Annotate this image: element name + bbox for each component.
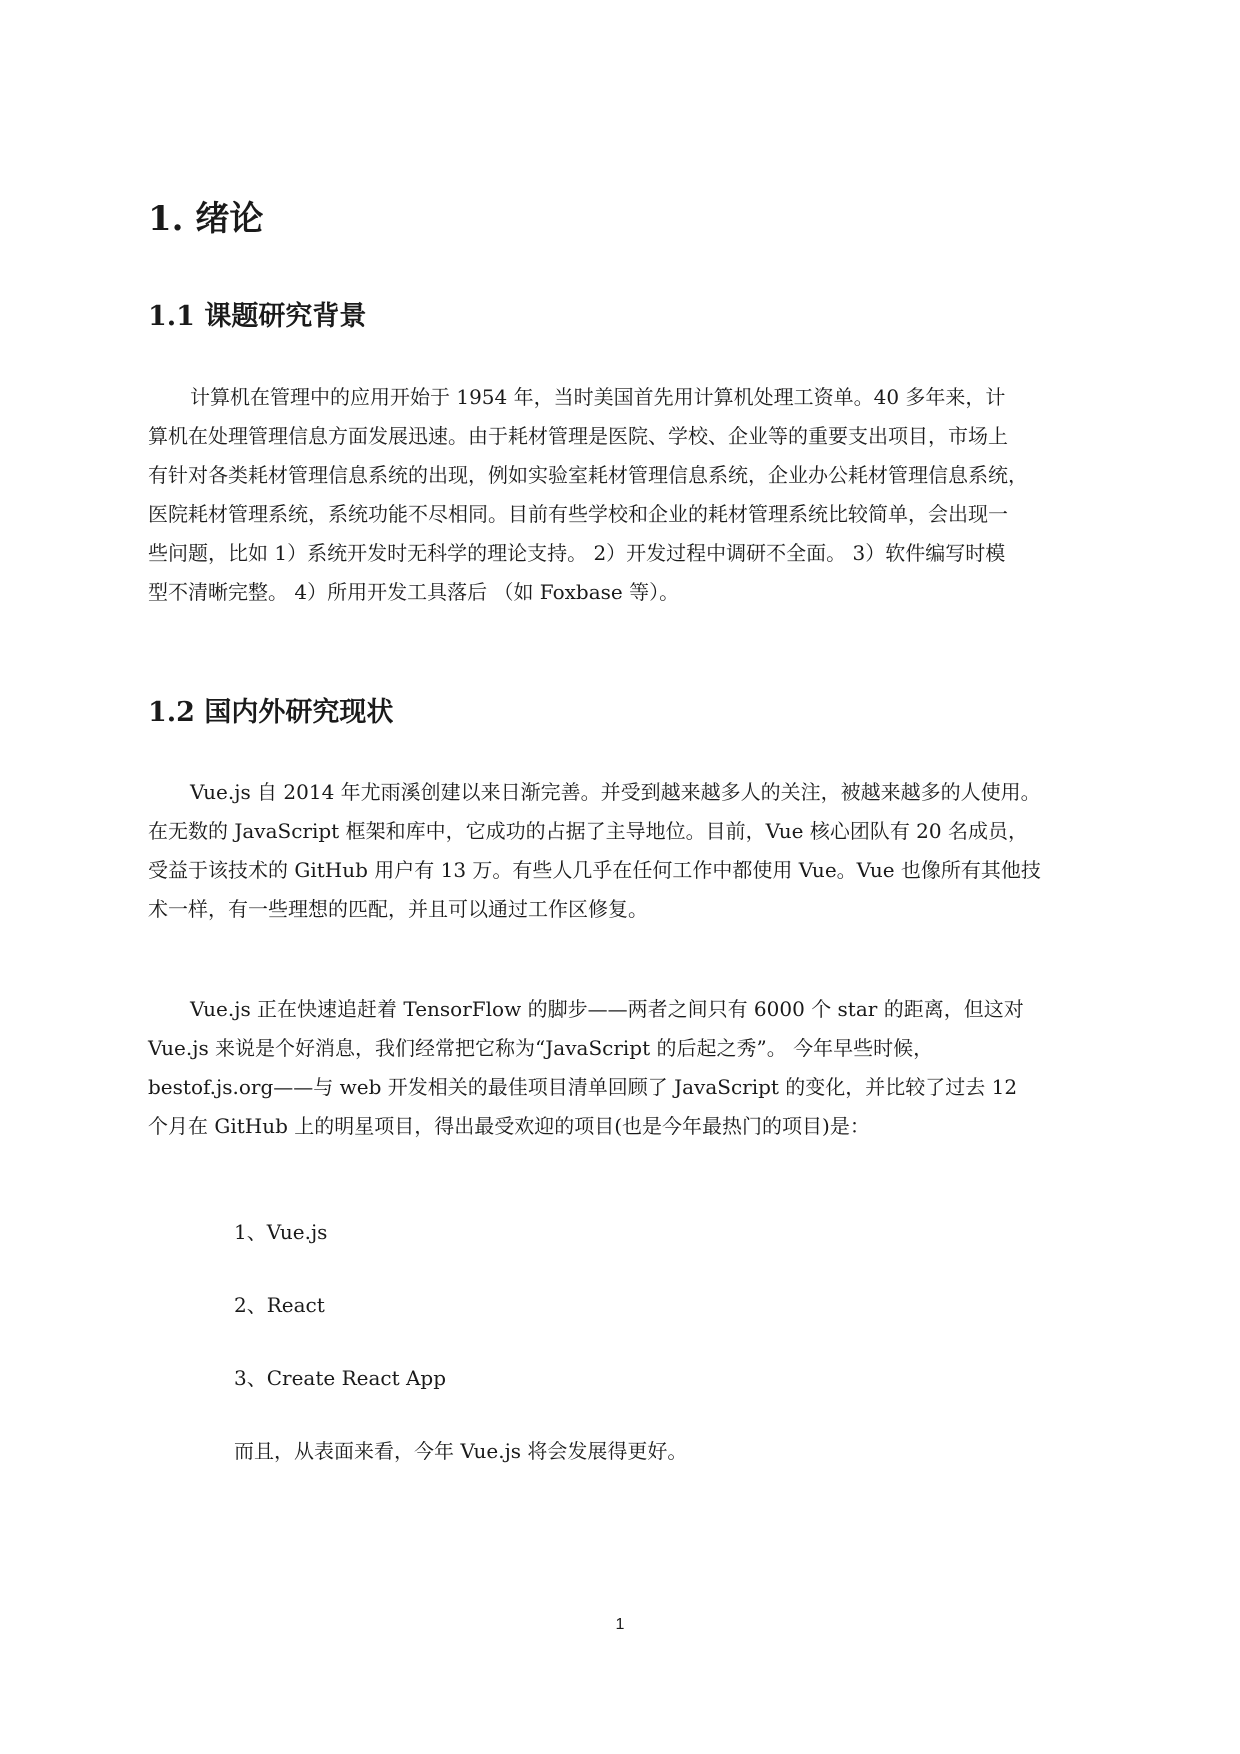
chapter-title: 1. 绪论 — [148, 199, 264, 239]
section-1-1-title: 1.1 课题研究背景 — [148, 301, 367, 332]
paragraph-line: 受益于该技术的 GitHub 用户有 13 万。有些人几乎在任何工作中都使用 Vue。Vue 也像所有其他技 — [148, 858, 1041, 882]
section-1-1-paragraph — [148, 378, 1098, 612]
paragraph-line: Vue.js 来说是个好消息，我们经常把它称为“JavaScript 的后起之秀”。 今年早些时候， — [148, 1036, 934, 1060]
paragraph-line: Vue.js 自 2014 年尤雨溪创建以来日渐完善。并受到越来越多人的关注，被越来越多的人使用。 — [190, 780, 1041, 804]
section-1-2-title: 1.2 国内外研究现状 — [148, 697, 394, 728]
paragraph-line: 算机在处理管理信息方面发展迅速。由于耗材管理是医院、学校、企业等的重要支出项目，市场上 — [148, 424, 1008, 448]
list-item: 2、React — [234, 1293, 325, 1317]
paragraph-line: 型不清晰完整。 4）所用开发工具落后 （如 Foxbase 等）。 — [148, 580, 680, 604]
list-item: 3、Create React App — [234, 1366, 447, 1390]
list-item: 1、Vue.js — [234, 1220, 328, 1244]
paragraph-line: 有针对各类耗材管理信息系统的出现，例如实验室耗材管理信息系统，企业办公耗材管理信息系统， — [148, 463, 1028, 487]
paragraph-line: 计算机在管理中的应用开始于 1954 年，当时美国首先用计算机处理工资单。40 多年来，计 — [190, 385, 1006, 409]
paragraph-line: bestof.js.org——与 web 开发相关的最佳项目清单回顾了 JavaScript 的变化，并比较了过去 12 — [148, 1075, 1018, 1099]
paragraph-line: 个月在 GitHub 上的明星项目，得出最受欢迎的项目(也是今年最热门的项目)是： — [148, 1114, 870, 1138]
paragraph-line: 术一样，有一些理想的匹配，并且可以通过工作区修复。 — [148, 897, 648, 921]
closing-sentence: 而且，从表面来看，今年 Vue.js 将会发展得更好。 — [234, 1439, 688, 1463]
paragraph-line: Vue.js 正在快速追赶着 TensorFlow 的脚步——两者之间只有 6000 个 star 的距离，但这对 — [190, 997, 1024, 1021]
paragraph-line: 些问题，比如 1）系统开发时无科学的理论支持。 2）开发过程中调研不全面。 3）软件编写时模 — [148, 541, 1006, 565]
paragraph-line: 医院耗材管理系统，系统功能不尽相同。目前有些学校和企业的耗材管理系统比较简单，会出现一 — [148, 502, 1008, 526]
page-number: 1 — [615, 1616, 625, 1633]
paragraph-line: 在无数的 JavaScript 框架和库中，它成功的占据了主导地位。目前，Vue 核心团队有 20 名成员， — [148, 819, 1028, 843]
section-1-2-paragraph-1 — [148, 773, 1098, 929]
section-1-2-paragraph-2 — [148, 990, 1098, 1146]
